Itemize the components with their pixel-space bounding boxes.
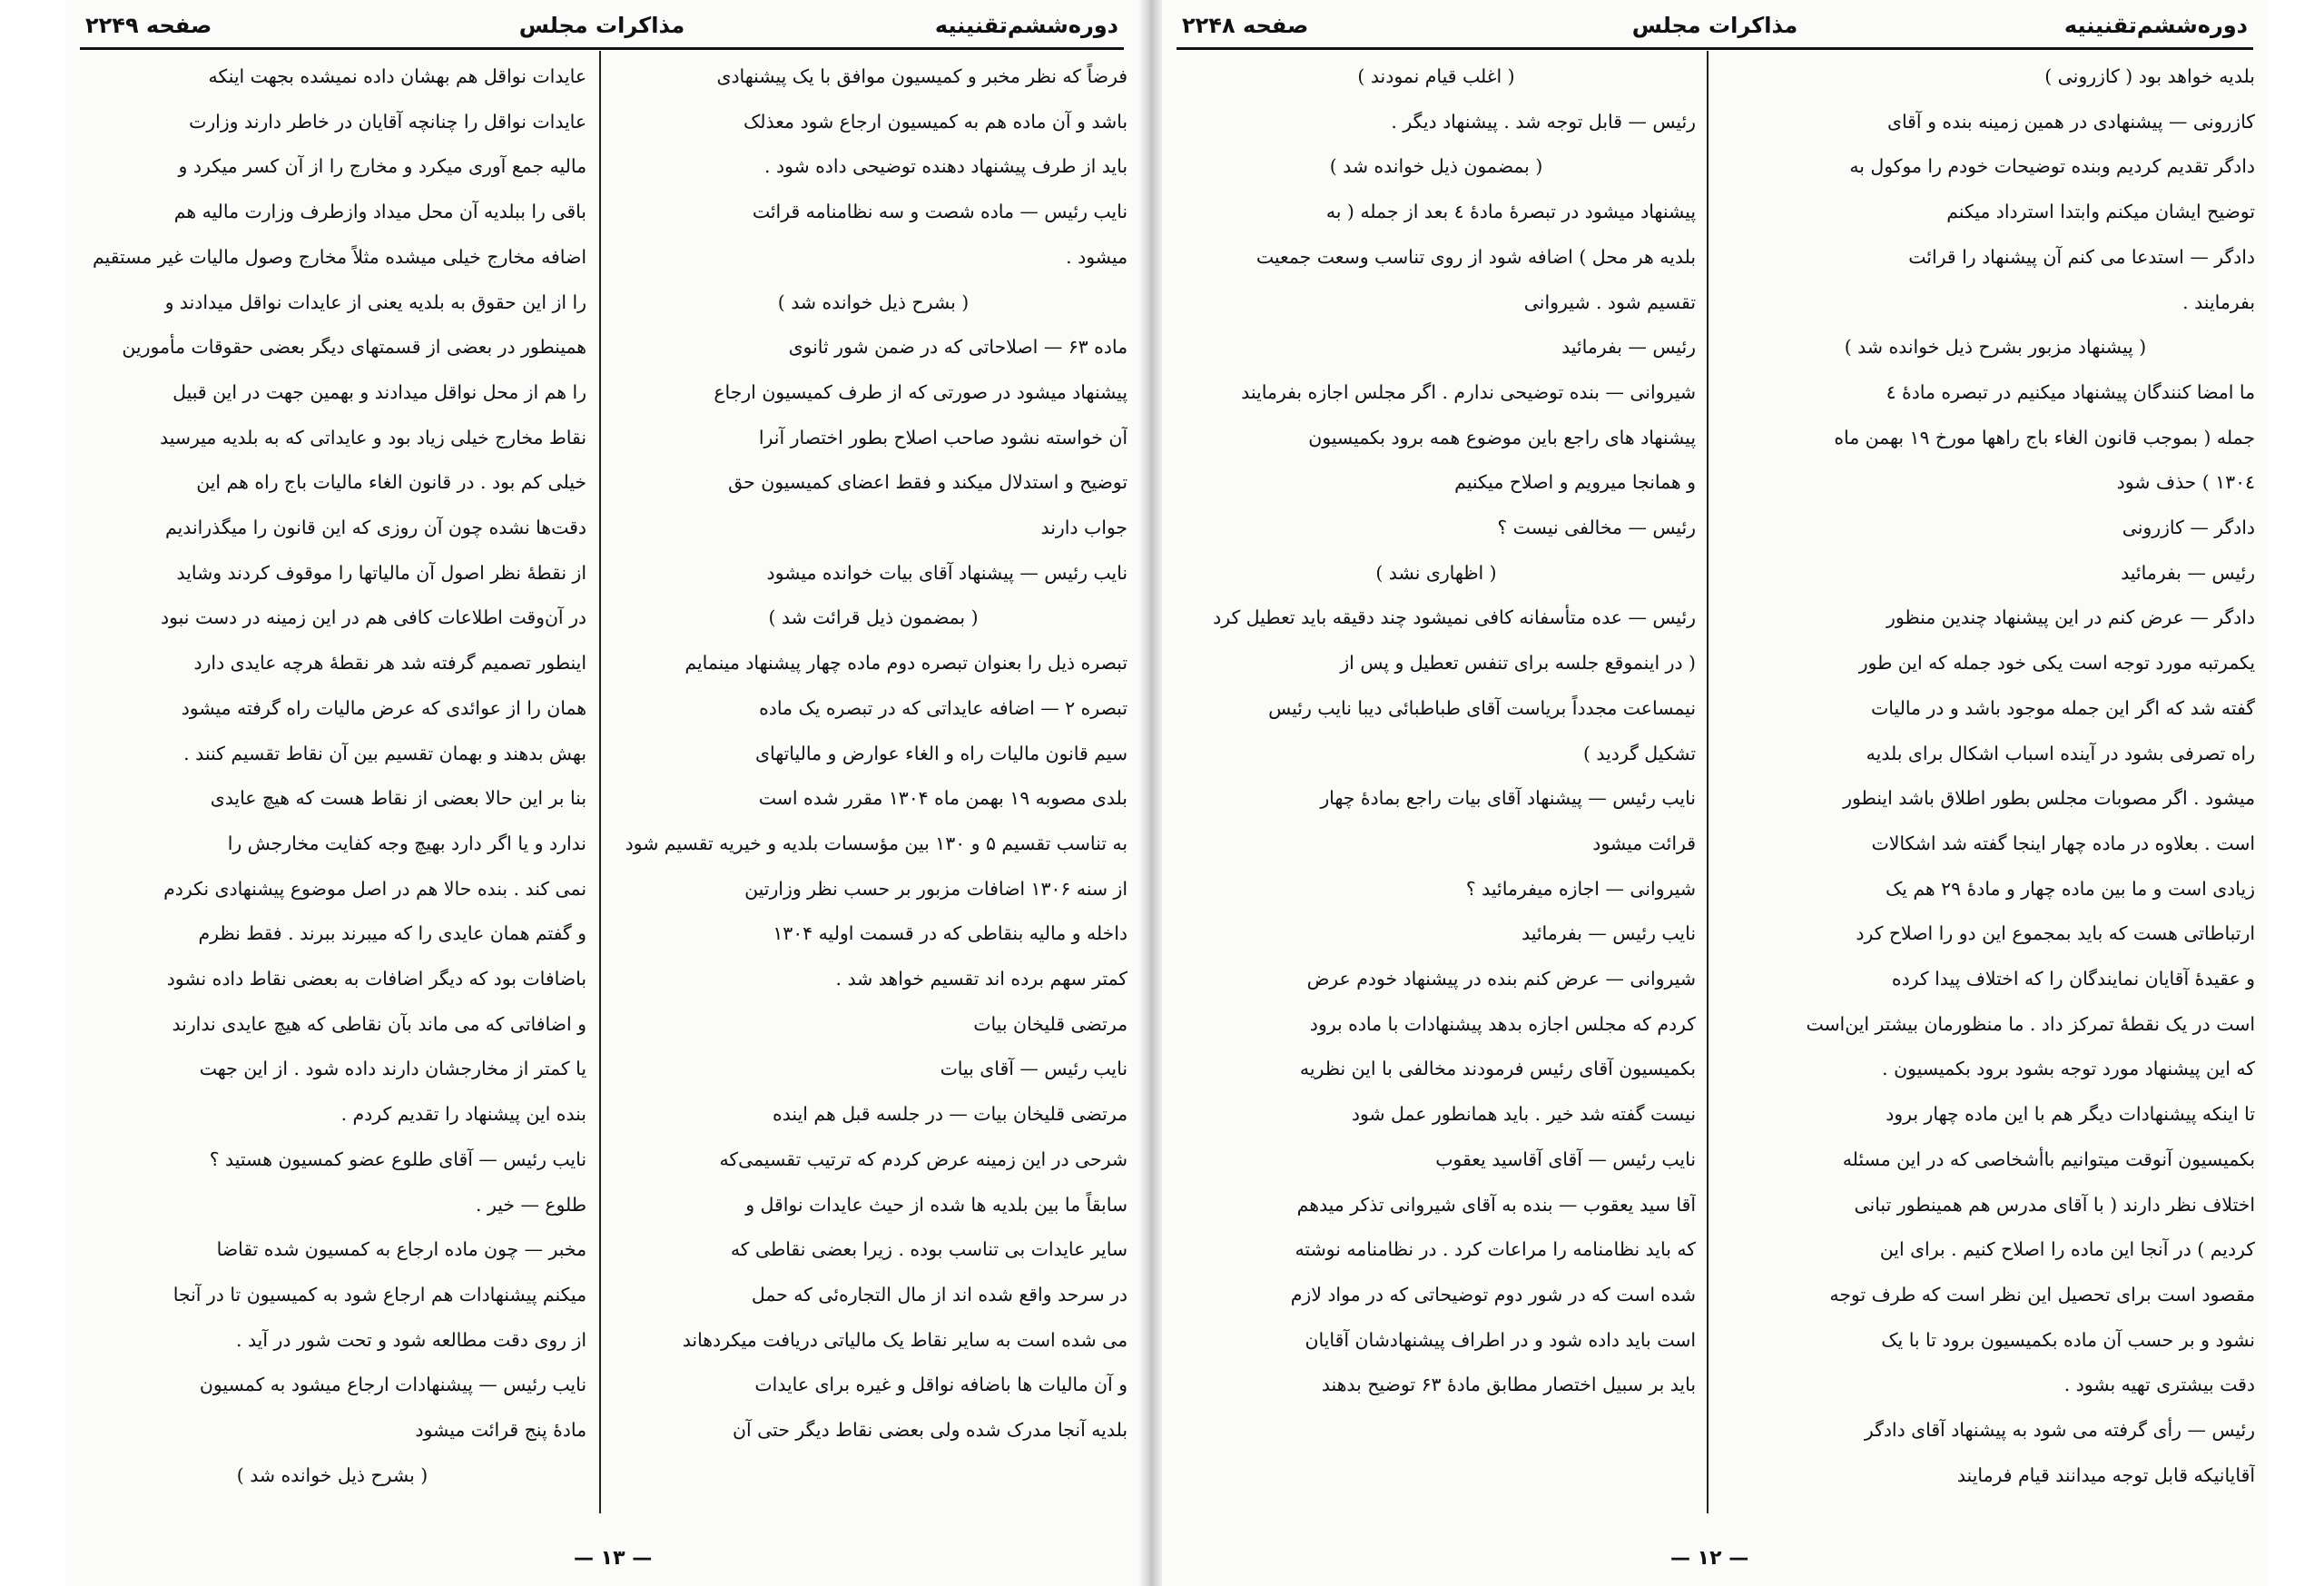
text-line: طلوع — خیر . [475, 1193, 586, 1216]
text-line: رئیس — قابل توجه شد . پیشنهاد دیگر . [1391, 110, 1696, 133]
text-line: نایب رئیس — آقای آقاسید یعقوب [1435, 1148, 1696, 1170]
text-line: باقی را ببلدیه آن محل میداد وازطرف وزارت مالیه هم [173, 201, 586, 223]
text-line: میکنم پیشنهادات هم ارجاع شود به کمیسیون تا در آنجا [172, 1283, 586, 1305]
right-page-column-rule [1707, 51, 1709, 1513]
text-line: عایدات نواقل را چنانچه آقایان در خاطر دارند وزارت [189, 110, 586, 133]
text-line: از نقطهٔ نظر اصول آن مالیاتها را موقوف کردند وشاید [176, 561, 586, 584]
text-line: بکمیسیون آنوقت میتوانیم باأشخاصی که در این مسئله [1842, 1148, 2255, 1170]
left-header-page-label: صفحه ۲۲۴۹ [85, 13, 212, 38]
text-line: ماده ۶۳ — اصلاحاتی که در ضمن شور ثانوی [788, 336, 1128, 359]
text-line: به تناسب تقسیم ۵ و ۱۳۰ بین مؤسسات بلدیه و خیریه تقسیم شود [625, 832, 1128, 854]
text-line: نیست گفته شد خیر . باید همانطور عمل شود [1351, 1103, 1696, 1126]
text-line: مقصود است برای تحصیل این نظر است که طرف توجه [1829, 1283, 2255, 1305]
book-gutter [1138, 0, 1162, 1586]
text-line: تشکیل گردید ) [1582, 742, 1696, 764]
text-line: بلدیه هر محل ) اضافه شود از روی تناسب وسعت جمعیت [1256, 245, 1696, 268]
text-line: می شده است به سایر نقاط یک مالیاتی دریافت میکردهاند [682, 1328, 1128, 1351]
text-line: مالیه جمع آوری میکرد و مخارج را از آن کسر میکرد و [178, 155, 586, 178]
text-line: نمی کند . بنده حالا هم در اصل موضوع پیشنهادی نکردم [163, 877, 586, 900]
text-line: نشود و بر حسب آن ماده بکمیسیون برود تا با یک [1881, 1328, 2255, 1351]
text-line: مرتضی قلیخان بیات [973, 1012, 1128, 1035]
text-line: اختلاف نظر دارند ( با آقای مدرس هم همینطور تبانی [1854, 1193, 2255, 1216]
text-line: از سنه ۱۳۰۶ اضافات مزبور بر حسب نظر وزارتین [744, 877, 1128, 900]
text-line: آقا سید یعقوب — بنده به آقای شیروانی تذکر میدهم [1296, 1193, 1696, 1216]
text-line: نقاط مخارج خیلی زیاد بود و عایداتی که به بلدیه میرسید [160, 426, 586, 448]
left-page-column-rule [599, 51, 601, 1513]
text-line: باشد و آن ماده هم به کمیسیون ارجاع شود معذلک [743, 110, 1128, 133]
text-line: باضافات بود که دیگر اضافات به بعضی نقاط داده نشود [166, 968, 586, 990]
text-line: گفته شد که اگر این جمله موجود باشد و در مالیات [1871, 696, 2255, 719]
text-line: سیم قانون مالیات راه و الغاء عوارض و مالیاتهای [755, 742, 1128, 764]
text-line: راه تصرفی بشود در آینده اسباب اشکال برای بلدیه [1866, 742, 2255, 764]
text-line: نایب رئیس — پیشنهاد آقای بیات خوانده میشود [766, 561, 1128, 584]
text-line: میشود . [1066, 245, 1128, 268]
right-page [1162, 0, 2268, 1586]
text-line: سابقاً ما بین بلدیه ها شده از حیث عایدات نواقل و [745, 1193, 1128, 1216]
text-line: ( اغلب قیام نمودند ) [1357, 65, 1515, 87]
text-line: نایب رئیس — بفرمائید [1521, 922, 1696, 945]
text-line: خیلی کم بود . در قانون الغاء مالیات باج راه هم این [196, 471, 586, 494]
text-line: کازرونی — پیشنهادی در همین زمینه بنده و آقای [1887, 110, 2255, 133]
text-line: دادگر — کازرونی [2122, 517, 2255, 539]
text-line: نایب رئیس — پیشنهادات ارجاع میشود به کمسیون [199, 1374, 586, 1396]
text-line: شیروانی — عرض کنم بنده در پیشنهاد خودم عرض [1306, 968, 1696, 990]
text-line: بهش بدهند و بهمان تقسیم بین آن نقاط تقسیم کنند . [183, 742, 586, 764]
text-line: عایدات نواقل هم بهشان داده نمیشده بجهت اینکه [208, 65, 586, 87]
text-line: یا کمتر از مخارجشان دارند داده شود . از این جهت [199, 1058, 586, 1080]
text-line: که این پیشنهاد مورد توجه بشود برود بکمیسیون . [1882, 1058, 2255, 1080]
text-line: دقت‌ها نشده چون آن روزی که این قانون را میگذراندیم [165, 517, 586, 539]
text-line: همان را از عوائدی که عرض مالیات راه گرفته میشود [181, 696, 586, 719]
text-line: کمتر سهم برده اند تقسیم خواهد شد . [835, 968, 1128, 990]
text-line: ( بمضمون ذیل قرائت شد ) [768, 606, 979, 629]
text-line: و گفتم همان عایدی را که میبرند ببرند . فقط نظرم [198, 922, 586, 945]
text-line: بکمیسیون آقای رئیس فرمودند مخالفی با این نظریه [1299, 1058, 1696, 1080]
text-line: که باید نظامنامه را مراعات کرد . در نظامنامه نوشته [1295, 1238, 1696, 1261]
text-line: ( بشرح ذیل خوانده شد ) [777, 291, 970, 313]
text-line: بلدی مصوبه ۱۹ بهمن ماه ۱۳۰۴ مقرر شده است [758, 787, 1128, 810]
text-line: جواب دارند [1040, 517, 1128, 539]
text-line: مادهٔ پنج قرائت میشود [415, 1419, 586, 1442]
text-line: داخله و مالیه بنقاطی که در قسمت اولیه ۱۳۰۴ [773, 922, 1128, 945]
text-line: کردم که مجلس اجازه بدهد پیشنهادات با ماده برود [1309, 1012, 1696, 1035]
text-line: تبصره ذیل را بعنوان تبصره دوم ماده چهار پیشنهاد مینمایم [684, 652, 1128, 675]
text-line: توضیح و استدلال میکند و فقط اعضای کمیسیون حق [728, 471, 1128, 494]
left-page-folio: — ۱۳ — [574, 1547, 653, 1570]
text-line: توضیح ایشان میکنم وابتدا استرداد میکنم [1946, 201, 2255, 223]
text-line: شرحی در این زمینه عرض کردم که ترتیب تقسیمی‌که [719, 1148, 1128, 1170]
text-line: پیشنهاد میشود در صورتی که از طرف کمیسیون ارجاع [714, 380, 1128, 403]
text-line: نیمساعت مجدداً بریاست آقای طباطبائی دیبا نایب رئیس [1268, 696, 1696, 719]
left-page-right-column [619, 54, 1128, 1522]
left-page [65, 0, 1138, 1586]
text-line: است در یک نقطهٔ تمرکز داد . ما منظورمان بیشتر این‌است [1806, 1012, 2255, 1035]
text-line: نایب رئیس — آقای بیات [940, 1058, 1128, 1080]
text-line: مرتضی قلیخان بیات — در جلسه قبل هم اینده [773, 1103, 1128, 1126]
text-line: شیروانی — اجازه میفرمائید ؟ [1465, 877, 1696, 900]
text-line: از روی دقت مطالعه شود و تحت شور در آید . [236, 1328, 586, 1351]
text-line: قرائت میشود [1592, 832, 1696, 854]
text-line: ما امضا کنندگان پیشنهاد میکنیم در تبصره مادهٔ ٤ [1886, 380, 2255, 403]
text-line: نایب رئیس — ماده شصت و سه نظامنامه قرائت [752, 201, 1128, 223]
text-line: رئیس — بفرمائید [1561, 336, 1696, 359]
text-line: اضافه مخارج خیلی میشده مثلاً مخارج وصول مالیات غیر مستقیم [92, 245, 586, 268]
text-line: رئیس — عده متأسفانه کافی نمیشود چند دقیقه باید تعطیل کرد [1213, 606, 1696, 629]
text-line: آقایانیکه قابل توجه میدانند قیام فرمایند [1956, 1463, 2255, 1486]
text-line: ( بشرح ذیل خوانده شد ) [236, 1463, 428, 1486]
text-line: سایر عایدات بی تناسب بوده . زیرا بعضی نقاطی که [730, 1238, 1128, 1261]
text-line: دادگر تقدیم کردیم وبنده توضیحات خودم را موکول به [1849, 155, 2255, 178]
right-header-title: مذاکرات مجلس [1631, 13, 1798, 38]
text-line: رئیس — بفرمائید [2121, 561, 2255, 584]
text-line: ( بمضمون ذیل خوانده شد ) [1329, 155, 1543, 178]
text-line: شیروانی — بنده توضیحی ندارم . اگر مجلس اجازه بفرمایند [1241, 380, 1696, 403]
text-line: دادگر — استدعا می کنم آن پیشنهاد را قرائت [1908, 245, 2255, 268]
text-line: جمله ( بموجب قانون الغاء باج راهها مورخ ۱۹ بهمن ماه [1834, 426, 2255, 448]
text-line: باید از طرف پیشنهاد دهنده توضیحی داده شود . [763, 155, 1128, 178]
text-line: و اضافاتی که می ماند بآن نقاطی که هیچ عایدی ندارند [172, 1012, 586, 1035]
text-line: دادگر — عرض کنم در این پیشنهاد چندین منظور [1886, 606, 2255, 629]
text-line: بنده این پیشنهاد را تقدیم کردم . [340, 1103, 586, 1126]
text-line: باید بر سبیل اختصار مطابق مادهٔ ۶۳ توضیح بدهند [1321, 1374, 1696, 1396]
text-line: بلدیه آنجا مدرک شده ولی بعضی نقاط دیگر حتی آن [733, 1419, 1128, 1442]
text-line: شده است که در شور دوم توضیحاتی که در مواد لازم [1290, 1283, 1696, 1305]
text-line: فرضاً که نظر مخبر و کمیسیون موافق با یک پیشنهادی [716, 65, 1128, 87]
text-line: دقت بیشتری تهیه بشود . [2063, 1374, 2255, 1396]
text-line: مخبر — چون ماده ارجاع به کمسیون شده تقاضا [216, 1238, 586, 1261]
text-line: و همانجا میرویم و اصلاح میکنیم [1454, 471, 1696, 494]
text-line: پیشنهاد های راجع باین موضوع همه برود بکمیسیون [1308, 426, 1696, 448]
right-page-header [1177, 7, 2253, 50]
text-line: تقسیم شود . شیروانی [1523, 291, 1696, 313]
text-line: رئیس — مخالفی نیست ؟ [1497, 517, 1696, 539]
text-line: تبصره ۲ — اضافه عایداتی که در تبصره یک ماده [759, 696, 1128, 719]
text-line: ۱۳۰٤ ) حذف شود [2116, 471, 2255, 494]
text-line: است . بعلاوه در ماده چهار اینجا گفته شد اشکالات [1871, 832, 2255, 854]
text-line: اینطور تصمیم گرفته شد هر نقطهٔ هرچه عایدی دارد [193, 652, 586, 675]
text-line: زیادی است و ما بین ماده چهار و مادهٔ ۲۹ هم یک [1885, 877, 2255, 900]
text-line: در آن‌وقت اطلاعات کافی هم در این زمینه در دست نبود [161, 606, 586, 629]
left-header-session: دوره‌ششم‌تقنینیه [934, 13, 1118, 38]
text-line: میشود . اگر مصوبات مجلس بطور اطلاق باشد اینطور [1843, 787, 2255, 810]
text-line: آن خواسته نشود صاحب اصلاح بطور اختصار آنرا [758, 426, 1128, 448]
right-header-session: دوره‌ششم‌تقنینیه [2063, 13, 2248, 38]
text-line: است باید داده شود و در اطراف پیشنهادشان آقایان [1305, 1328, 1696, 1351]
text-line: و آن مالیات ها باضافه نواقل و غیره برای عایدات [754, 1374, 1128, 1396]
text-line: نایب رئیس — آقای طلوع عضو کمسیون هستید ؟ [209, 1148, 586, 1170]
text-line: و عقیدهٔ آقایان نمایندگان را که اختلاف پیدا کرده [1891, 968, 2255, 990]
text-line: رئیس — رأی گرفته می شود به پیشنهاد آقای دادگر [1864, 1419, 2255, 1442]
left-page-left-column [78, 54, 586, 1522]
text-line: نایب رئیس — پیشنهاد آقای بیات راجع بمادهٔ چهار [1320, 787, 1696, 810]
text-line: بفرمایند . [2182, 291, 2255, 313]
text-line: تا اینکه پیشنهادات دیگر هم با این ماده چهار برود [1886, 1103, 2255, 1126]
left-header-title: مذاکرات مجلس [518, 13, 685, 38]
text-line: ( پیشنهاد مزبور بشرح ذیل خوانده شد ) [1844, 336, 2147, 359]
text-line: پیشنهاد میشود در تبصرهٔ مادهٔ ٤ بعد از جمله ( به [1325, 201, 1696, 223]
text-line: همینطور در بعضی از قسمتهای دیگر بعضی حقوقات مأمورین [122, 336, 586, 359]
text-line: ( اظهاری نشد ) [1375, 561, 1497, 584]
text-line: را از این حقوق به بلدیه یعنی از عایدات نواقل میدادند و [164, 291, 586, 313]
text-line: ( در اینموقع جلسه برای تنفس تعطیل و پس از [1340, 652, 1696, 675]
text-line: کردیم ) در آنجا این ماده را اصلاح کنیم . برای این [1879, 1238, 2255, 1261]
right-page-folio: — ۱۲ — [1670, 1547, 1749, 1570]
left-page-header [80, 7, 1124, 50]
text-line: را هم از محل نواقل میدادند و بهمین جهت در این قبیل [172, 380, 586, 403]
text-line: ارتباطاتی هست که باید بمجموع این دو را اصلاح کرد [1856, 922, 2255, 945]
right-page-left-column [1177, 54, 1696, 1522]
text-line: در سرحد واقع شده اند از مال التجاره‌ئی که حمل [751, 1283, 1128, 1305]
right-header-page-label: صفحه ۲۲۴۸ [1182, 13, 1309, 38]
right-page-right-column [1736, 54, 2255, 1522]
text-line: ندارد و یا اگر دارد بهیچ وجه کفایت مخارجش را [227, 832, 586, 854]
text-line: بلدیه خواهد بود ( کازرونی ) [2044, 65, 2255, 87]
text-line: یکمرتبه مورد توجه است یکی خود جمله که این طور [1858, 652, 2255, 675]
text-line: بنا بر این حالا بعضی از نقاط هست که هیچ عایدی [210, 787, 586, 810]
